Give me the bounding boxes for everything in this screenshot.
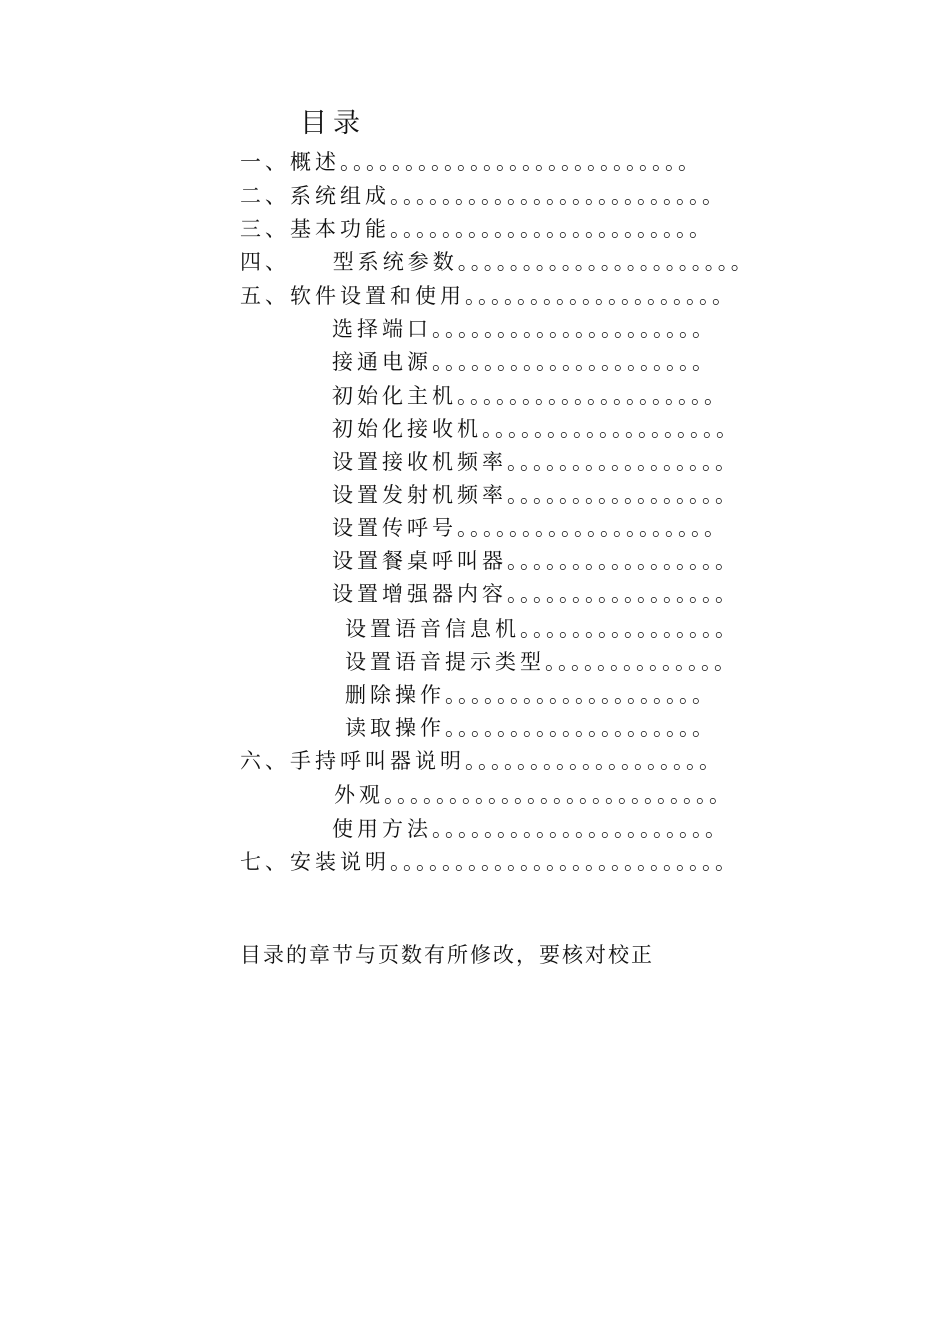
toc-subentry-select-port: 选择端口。。。。。。。。。。。。。。。。。。。。。 [332, 317, 716, 341]
toc-subentry-init-receiver: 初始化接收机。。。。。。。。。。。。。。。。。。。 [332, 417, 740, 441]
toc-subentry-delete-operation: 删除操作。。。。。。。。。。。。。。。。。。。。 [345, 683, 716, 707]
dot-leader: 。。。。。。。。。。。。。。。。。。。。。。。。 [390, 217, 713, 241]
toc-subentry-usage: 使用方法。。。。。。。。。。。。。。。。。。。。。。 [332, 817, 729, 841]
revision-note: 目录的章节与页数有所修改，要核对校正 [240, 943, 654, 967]
toc-title: 目录 [300, 108, 366, 139]
dot-leader: 。。。。。。。。。。。。。。。。。。。。。。 [457, 250, 755, 274]
toc-entry-software-setup: 五、软件设置和使用。。。。。。。。。。。。。。。。。。。。 [240, 284, 736, 308]
dot-leader: 。。。。。。。。。。。。。。。。。。。。 [457, 516, 728, 540]
toc-subentry-receiver-frequency: 设置接收机频率。。。。。。。。。。。。。。。。。 [332, 450, 739, 474]
dot-leader: 。。。。。。。。。。。。。。。。。。。。 [445, 716, 716, 740]
dot-leader: 。。。。。。。。。。。。。。。。。。。。。 [432, 350, 716, 374]
toc-subentry-repeater-content: 设置增强器内容。。。。。。。。。。。。。。。。。 [332, 582, 739, 606]
toc-entry-overview: 一、概述。。。。。。。。。。。。。。。。。。。。。。。。。。。 [240, 150, 702, 174]
dot-leader: 。。。。。。。。。。。。。。。。 [520, 617, 739, 641]
toc-subentry-transmitter-frequency: 设置发射机频率。。。。。。。。。。。。。。。。。 [332, 483, 739, 507]
dot-leader: 。。。。。。。。。。。。。。。。。。。。。。 [432, 817, 729, 841]
dot-leader: 。。。。。。。。。。。。。。。。。。。 [482, 417, 740, 441]
dot-leader: 。。。。。。。。。。。。。。。。。 [507, 582, 739, 606]
toc-subentry-init-host: 初始化主机。。。。。。。。。。。。。。。。。。。。 [332, 384, 728, 408]
dot-leader: 。。。。。。。。。。。。。。。。。。。。。。。。。。。 [340, 150, 702, 174]
toc-entry-basic-functions: 三、基本功能。。。。。。。。。。。。。。。。。。。。。。。。 [240, 217, 713, 241]
toc-subentry-appearance: 外观。。。。。。。。。。。。。。。。。。。。。。。。。。 [334, 783, 733, 807]
toc-subentry-table-caller: 设置餐桌呼叫器。。。。。。。。。。。。。。。。。 [332, 549, 739, 573]
toc-subentry-read-operation: 读取操作。。。。。。。。。。。。。。。。。。。。 [345, 716, 716, 740]
toc-subentry-pager-number: 设置传呼号。。。。。。。。。。。。。。。。。。。。 [332, 516, 728, 540]
toc-entry-system-parameters: 四、 型系统参数。。。。。。。。。。。。。。。。。。。。。。 [240, 250, 755, 274]
dot-leader: 。。。。。。。。。。。。。。。。。。。。。。。。。。 [390, 850, 739, 874]
dot-leader: 。。。。。。。。。。。。。。。。。。。。。。。。。。 [384, 783, 733, 807]
dot-leader: 。。。。。。。。。。。。。。。。。 [507, 450, 739, 474]
dot-leader: 。。。。。。。。。。。。。。。。。。。。 [445, 683, 716, 707]
toc-entry-handheld-caller: 六、手持呼叫器说明。。。。。。。。。。。。。。。。。。。 [240, 749, 723, 773]
toc-subentry-voice-info: 设置语音信息机。。。。。。。。。。。。。。。。 [345, 617, 739, 641]
toc-entry-system-composition: 二、系统组成。。。。。。。。。。。。。。。。。。。。。。。。。 [240, 184, 726, 208]
dot-leader: 。。。。。。。。。。。。。。 [545, 650, 738, 674]
dot-leader: 。。。。。。。。。。。。。。。。。。。 [465, 749, 723, 773]
dot-leader: 。。。。。。。。。。。。。。。。。。。。 [457, 384, 728, 408]
toc-subentry-voice-prompt-type: 设置语音提示类型。。。。。。。。。。。。。。 [345, 650, 738, 674]
dot-leader: 。。。。。。。。。。。。。。。。。。。。。 [432, 317, 716, 341]
dot-leader: 。。。。。。。。。。。。。。。。。。。。。。。。。 [390, 184, 726, 208]
dot-leader: 。。。。。。。。。。。。。。。。。 [507, 483, 739, 507]
toc-entry-installation: 七、安装说明。。。。。。。。。。。。。。。。。。。。。。。。。。 [240, 850, 739, 874]
dot-leader: 。。。。。。。。。。。。。。。。。 [507, 549, 739, 573]
dot-leader: 。。。。。。。。。。。。。。。。。。。。 [465, 284, 736, 308]
toc-subentry-power-on: 接通电源。。。。。。。。。。。。。。。。。。。。。 [332, 350, 716, 374]
